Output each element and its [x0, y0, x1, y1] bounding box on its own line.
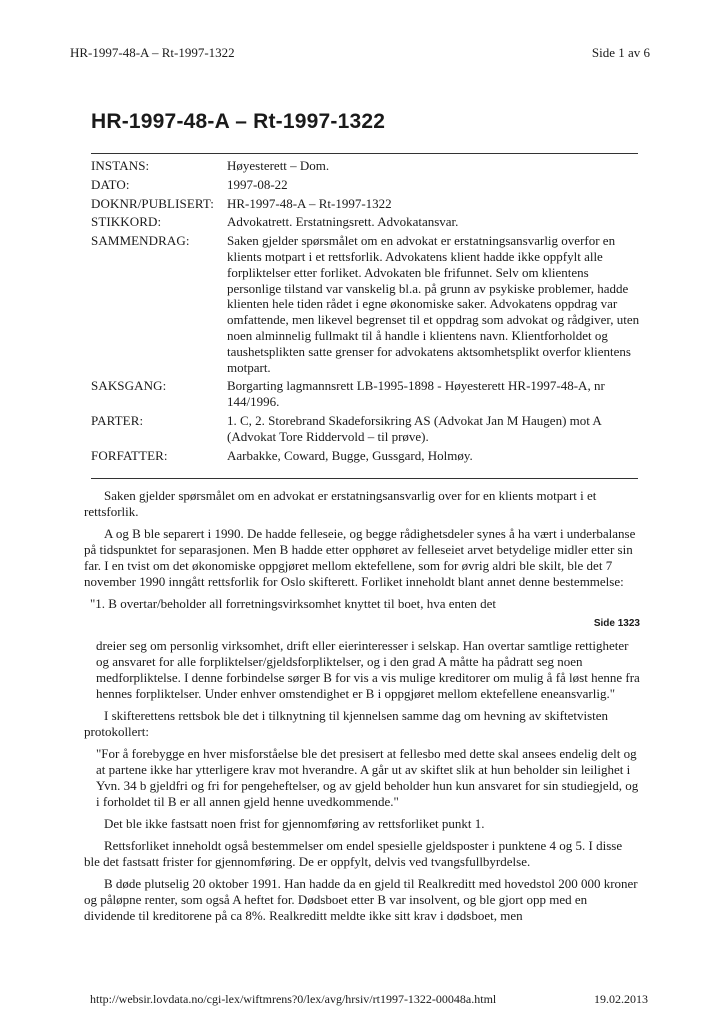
meta-row-sammendrag [91, 233, 641, 375]
meta-key: INSTANS: [91, 158, 150, 173]
page-marker: Side 1323 [593, 618, 640, 629]
meta-value: Borgarting lagmannsrett LB-1995-1898 - Høyesterett HR-1997-48-A, nr 144/1996. [227, 378, 605, 410]
meta-row-doknr [91, 196, 641, 212]
meta-value: 1997-08-22 [227, 176, 288, 192]
header-doc-ref: HR-1997-48-A – Rt-1997-1322 [70, 45, 235, 60]
meta-row-dato [91, 177, 641, 193]
meta-key: PARTER: [91, 412, 144, 428]
body-quote-continued: dreier seg om personlig virksomhet, drift eller eierinteresser i selskap. Han overtar samtlige rettigheter og ansvaret for alle forpliktelser/gjeldsforpliktelser, og i den grad A måtte ha pådratt seg noen medforpliktelse. I denne forbindelse sørger B for vis a vis mulige kreditorer om mulig å få løst henne fra hennes forpliktelser. Under enhver omstendighet er B i oppgjøret mellom ektefellene eneansvarlig." [96, 638, 640, 701]
footer-url: http://websir.lovdata.no/cgi-lex/wiftmrens?0/lex/avg/hrsiv/rt1997-1322-00048a.html [90, 992, 497, 1006]
meta-value: HR-1997-48-A – Rt-1997-1322 [227, 195, 392, 211]
meta-key: STIKKORD: [91, 214, 162, 230]
body-paragraph: Saken gjelder spørsmålet om en advokat er erstatningsansvarlig over for en klients motpart i et rettsforlik. [84, 488, 597, 519]
body-paragraph: A og B ble separert i 1990. De hadde felleseie, og begge rådighetsdeler synes å ha vært i underbalanse på tidspunktet for separasjonen. Men B hadde etter opphøret av felleseiet arvet betydelige midler etter sin far. I en tvist om det økonomiske oppgjøret mellom ektefellene, som for øvrig aldri ble skilt, ble det 7 november 1990 inngått rettsforlik for Oslo skifterett. Forliket inneholdt blant annet denne bestemmelse: [84, 526, 636, 589]
footer-date: 19.02.2013 [594, 992, 648, 1006]
meta-key: DATO: [91, 176, 130, 192]
meta-row-forfatter [91, 448, 641, 464]
body-paragraph: I skifterettens rettsbok ble det i tilknytning til kjennelsen samme dag om hevning av skiftetvisten protokollert: [84, 708, 609, 739]
meta-row-stikkord [91, 214, 641, 230]
meta-row-parter [91, 413, 641, 445]
metadata-table [91, 158, 641, 466]
body-paragraph: Rettsforliket inneholdt også bestemmelser om endel spesielle gjeldsposter i punktene 4 og 5. I disse ble det fastsatt frister for gjennomføring. De er oppfylt, delvis ved tvangsfullbyrdelse. [84, 838, 623, 869]
body-quote: "For å forebygge en hver misforståelse ble det presisert at fellesbo med dette skal ansees endelig delt og at partene ikke har ytterligere krav mot hverandre. A går ut av skiftet slik at hun beholder sin leilighet i Yvn. 34 b gjeldfri og fri for pengeheftelser, og av gjeld beholder hun kun ansvaret for sin studiegjeld, og i forholdet til B er all annen gjeld henne uvedkommende." [96, 746, 639, 809]
meta-key: DOKNR/PUBLISERT: [91, 195, 214, 211]
divider-bottom [91, 478, 638, 479]
meta-key: SAMMENDRAG: [91, 233, 190, 249]
meta-row-instans [91, 158, 641, 174]
meta-value: Aarbakke, Coward, Bugge, Gussgard, Holmøy. [227, 447, 473, 463]
header-page-info: Side 1 av 6 [591, 45, 650, 60]
meta-key: FORFATTER: [91, 447, 168, 463]
meta-value: Høyesterett – Dom. [227, 158, 330, 173]
document-body [84, 488, 640, 930]
meta-row-saksgang [91, 378, 641, 410]
divider-top [91, 153, 638, 154]
body-paragraph: Det ble ikke fastsatt noen frist for gjennomføring av rettsforliket punkt 1. [104, 816, 485, 831]
body-quote: "1. B overtar/beholder all forretningsvirksomhet knyttet til boet, hva enten det [90, 596, 497, 611]
document-title: HR-1997-48-A – Rt-1997-1322 [91, 110, 386, 133]
meta-value: Saken gjelder spørsmålet om en advokat er erstatningsansvarlig overfor en klients motpart i et rettsforlik. Advokatens klient hadde ikke oppfylt alle forpliktelser etter forliket. Advokaten ble frifunnet. Selv om klientens personlige tilstand var vanskelig bl.a. på grunn av psykiske problemer, hadde klienten hele tiden rådet i egne økonomiske saker. Advokatens oppdrag var omfattende, men likevel begrenset til et oppdrag som advokat og rådgiver, uten noen alminnelig fullmakt til å handle i klientens navn. Klientforholdet og taushetsplikten satte grenser for advokatens aktsomhetsplikt overfor klientens motpart. [227, 233, 640, 375]
meta-key: SAKSGANG: [91, 378, 167, 394]
meta-value: Advokatrett. Erstatningsrett. Advokatansvar. [227, 214, 459, 230]
body-paragraph: B døde plutselig 20 oktober 1991. Han hadde da en gjeld til Realkreditt med hovedstol 200 000 kroner og påløpne renter, som også A heftet for. Dødsboet etter B var insolvent, og ble gjort opp med en dividende til kreditorene på ca 8%. Realkreditt meldte ikke sitt krav i dødsboet, men [84, 876, 638, 923]
meta-value: 1. C, 2. Storebrand Skadeforsikring AS (Advokat Jan M Haugen) mot A (Advokat Tore Riddervold – til prøve). [227, 412, 602, 444]
